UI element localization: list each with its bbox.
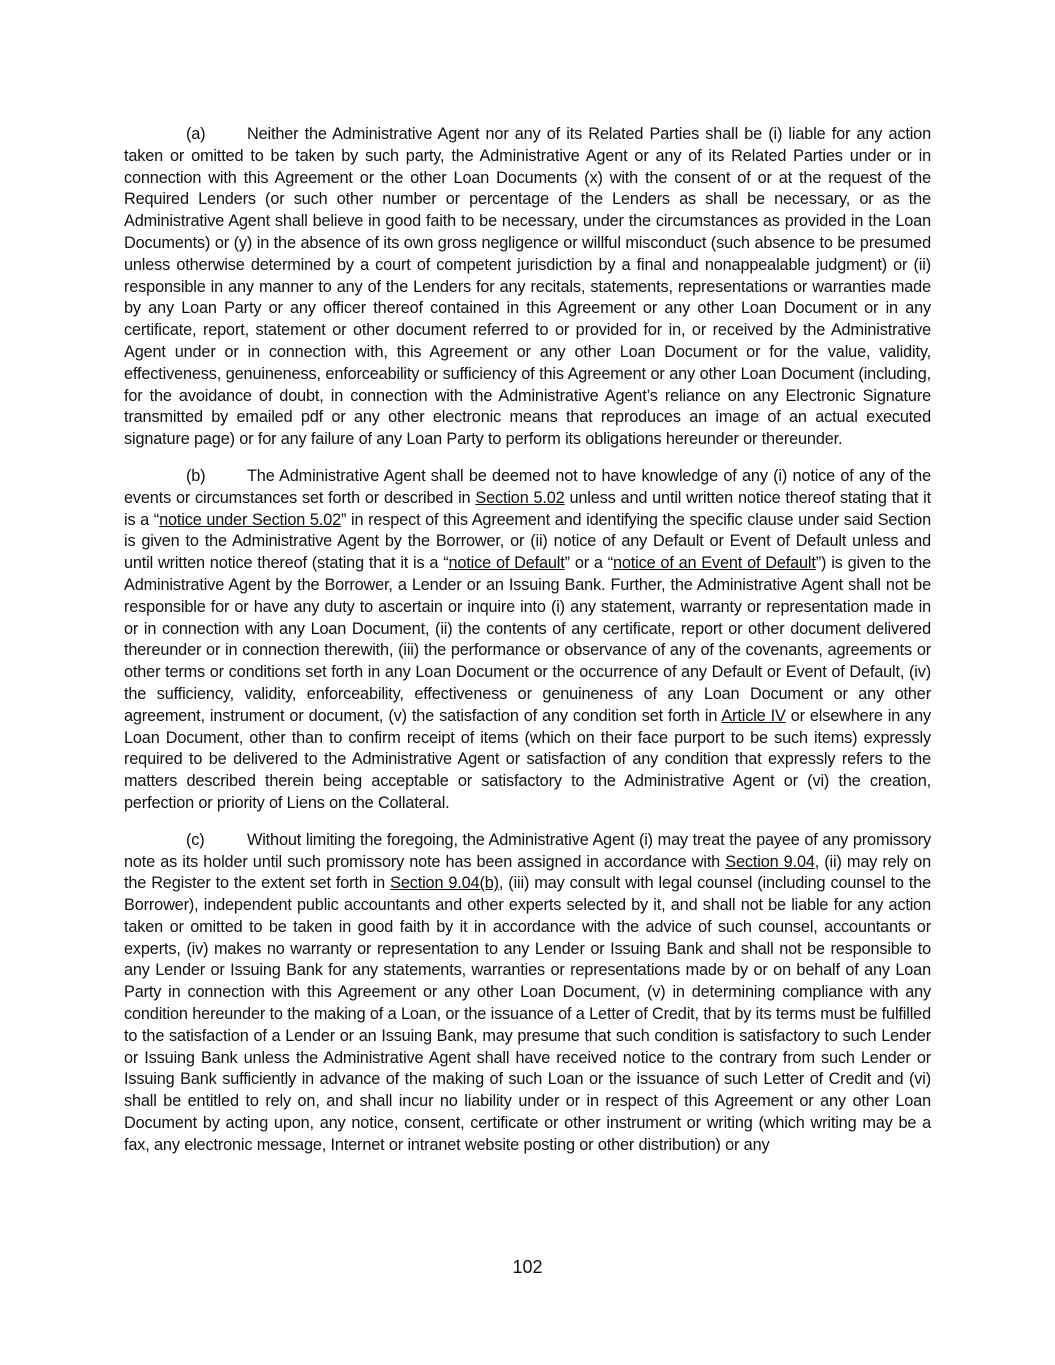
paragraph-text: , (iii) may consult with legal counsel (including counsel to the Borrower), independent public accountants and other experts selected by it, and shall not be liable for any action taken or omitted to be taken in good faith by it in accordance with the advice of such counsel, accountants or experts, (iv) makes no warranty or representation to any Lender or Issuing Bank and shall not be responsible to any Lender or Issuing Bank for any statements, warranties or representations made by or on behalf of any Loan Party in connection with this Agreement or any other Loan Document, (v) in determining compliance with any condition hereunder to the making of a Loan, or the issuance of a Letter of Credit, that by its terms must be fulfilled to the satisfaction of a Lender or an Issuing Bank, may presume that such condition is satisfactory to such Lender or Issuing Bank unless the Administrative Agent shall have received notice to the contrary from such Lender or Issuing Bank sufficiently in advance of the making of such Loan or the issuance of such Letter of Credit and (vi) shall be entitled to rely on, and shall incur no liability under or in respect of this Agreement or any other Loan Document by acting upon, any notice, consent, certificate or other instrument or writing (which writing may be a fax, any electronic message, Internet or intranet website posting or other distribution) or any	[124, 874, 932, 1154]
paragraph-text: ” in respect of this Agreement and identifying the specific clause under said Section is given to the Administrative Agent by the Borrower, or (ii) notice of any Default or Event of Default unless and until written notice thereof (stating that it is a “	[124, 510, 931, 573]
paragraph-text: unless and until written notice thereof stating that it is a “	[124, 488, 931, 529]
paragraph-text: Neither the Administrative Agent nor any of its Related Parties shall be (i) liable for any action taken or omitted to be taken by such party, the Administrative Agent or any of its Related Parties under or in connection with this Agreement or the other Loan Documents (x) with the consent of or at the request of the Required Lenders (or such other number or percentage of the Lenders as shall be necessary, or as the Administrative Agent shall believe in good faith to be necessary, under the circumstances as provided in the Loan Documents) or (y) in the absence of its own gross negligence or willful misconduct (such absence to be presumed unless otherwise determined by a court of competent jurisdiction by a final and nonappealable judgment) or (ii) responsible in any manner to any of the Lenders for any recitals, statements, representations or warranties made by any Loan Party or any officer thereof contained in this Agreement or any other Loan Document or in any certificate, report, statement or other document referred to or provided for in, or received by the Administrative Agent under or in connection with, this Agreement or any other Loan Document or for the value, validity, effectiveness, genuineness, enforceability or sufficiency of this Agreement or any other Loan Document (including, for the avoidance of doubt, in connection with the Administrative Agent’s reliance on any Electronic Signature transmitted by emailed pdf or any other electronic means that reproduces an image of an actual executed signature page) or for any failure of any Loan Party to perform its obligations hereunder or thereunder.	[124, 125, 931, 449]
section-reference: Section 5.02	[475, 488, 565, 507]
page-number: 102	[512, 1257, 543, 1277]
paragraph-b	[124, 466, 931, 815]
paragraph-label: (b)	[186, 466, 206, 485]
paragraph-text: Without limiting the foregoing, the Administrative Agent (i) may treat the payee of any promissory note as its holder until such promissory note has been assigned in accordance with	[124, 830, 931, 871]
document-body	[124, 124, 931, 1172]
defined-term: notice of an Event of Default	[612, 554, 816, 573]
paragraph-label: (c)	[186, 830, 205, 849]
defined-term: notice under Section 5.02	[159, 510, 342, 529]
paragraph-a	[124, 124, 931, 451]
paragraph-c	[124, 830, 931, 1157]
section-reference: Section 9.04(b)	[390, 874, 499, 893]
paragraph-text: , (ii) may rely on the Register to the extent set forth in	[124, 852, 931, 893]
paragraph-text: or elsewhere in any Loan Document, other than to confirm receipt of items (which on their face purport to be such items) expressly required to be delivered to the Administrative Agent or satisfaction of any condition that expressly refers to the matters described therein being acceptable or satisfactory to the Administrative Agent or (vi) the creation, perfection or priority of Liens on the Collateral.	[124, 706, 931, 812]
paragraph-label: (a)	[186, 125, 206, 143]
article-reference: Article IV	[721, 706, 786, 725]
paragraph-text: ” or a “	[564, 554, 613, 573]
paragraph-text: The Administrative Agent shall be deemed not to have knowledge of any (i) notice of any of the events or circumstances set forth or described in	[124, 466, 931, 507]
defined-term: notice of Default	[448, 554, 565, 573]
section-reference: Section 9.04	[725, 852, 815, 871]
paragraph-text: ”) is given to the Administrative Agent by the Borrower, a Lender or an Issuing Bank. Further, the Administrative Agent shall not be responsible for or have any duty to ascertain or inquire into (i) any statement, warranty or representation made in or in connection with any Loan Document, (ii) the contents of any certificate, report or other document delivered thereunder or in connection therewith, (iii) the performance or observance of any of the covenants, agreements or other terms or conditions set forth in any Loan Document or the occurrence of any Default or Event of Default, (iv) the sufficiency, validity, enforceability, effectiveness or genuineness of any Loan Document or any other agreement, instrument or document, (v) the satisfaction of any condition set forth in	[124, 554, 931, 725]
